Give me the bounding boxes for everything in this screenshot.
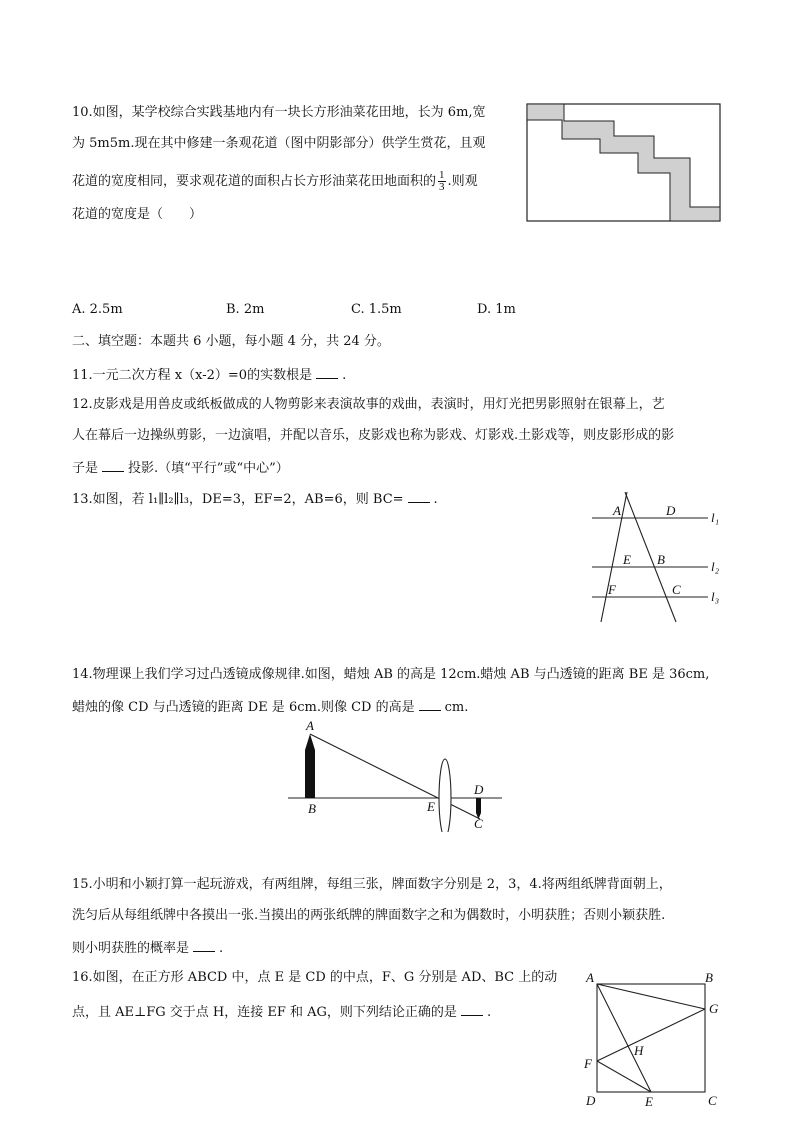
q12-line3 (72, 459, 289, 477)
lens-figure (284, 716, 506, 832)
label-A: A (613, 503, 621, 518)
label-l1: l₁ (711, 510, 720, 525)
label-F: F (608, 582, 616, 597)
q16-line2: 点，且 AE⊥FG 交于点 H，连接 EF 和 AG，则下列结论正确的是 . (72, 1005, 492, 1020)
answer-blank (193, 939, 215, 952)
q10-line3-tail: .则观 (447, 174, 478, 189)
q10-option-c: C. 1.5m (351, 302, 402, 317)
q10-option-d: D. 1m (477, 302, 516, 317)
q12-line3-tail: 投影.（填“平行”或“中心”） (128, 461, 289, 476)
q15-line3-text: 则小明获胜的概率是 (72, 941, 190, 956)
flower-field-figure (526, 103, 722, 223)
square-figure (580, 967, 730, 1109)
label-B: B (657, 552, 665, 567)
label-C: C (708, 1093, 717, 1108)
label-C: C (672, 582, 681, 597)
label-E: E (623, 552, 631, 567)
label-l3: l₃ (711, 589, 720, 604)
label-H: H (634, 1043, 644, 1058)
q11-text: 11.一元二次方程 x（x-2）=0的实数根是 (72, 368, 313, 383)
q14-unit: cm. (444, 700, 469, 715)
section-heading: 二、填空题：本题共 6 小题，每小题 4 分，共 24 分。 (72, 334, 390, 349)
q12-line3-text: 子是 (72, 461, 99, 476)
q10-line3-text: 花道的宽度相同，要求观花道的面积占长方形油菜花田地面积的 (72, 174, 437, 189)
answer-blank (408, 490, 430, 503)
q10-line4: 花道的宽度是（ ） (72, 207, 203, 222)
answer-blank (316, 366, 338, 379)
label-A: A (586, 970, 594, 985)
label-C: C (474, 816, 483, 831)
fraction-one-third: $\frac{1}{3}$ (439, 169, 445, 193)
q10-line1: 10.如图，某学校综合实践基地内有一块长方形油菜花田地，长为 6m,宽 (72, 105, 486, 120)
q14-line1: 14.物理课上我们学习过凸透镜成像规律.如图，蜡烛 AB 的高是 12cm.蜡烛 AB 与凸透镜的距离 BE 是 36cm, (72, 667, 710, 682)
q12-line2: 人在幕后一边操纵剪影，一边演唱，并配以音乐，皮影戏也称为影戏、灯影戏.土影戏等，则皮影形成的影 (72, 428, 675, 443)
label-E: E (427, 799, 435, 814)
q16-line1: 16.如图，在正方形 ABCD 中，点 E 是 CD 的中点，F、G 分别是 AD、BC 上的动 (72, 970, 558, 985)
q10-option-b: B. 2m (226, 302, 265, 317)
q13-text: 13.如图，若 l₁∥l₂∥l₃，DE=3，EF=2，AB=6，则 BC= (72, 492, 404, 507)
answer-blank (461, 1003, 483, 1016)
q15-line1: 15.小明和小颖打算一起玩游戏，有两组牌，每组三张，牌面数字分别是 2，3，4.将两组纸牌背面朝上， (72, 877, 672, 892)
label-B: B (308, 801, 316, 816)
label-l2: l₂ (711, 559, 720, 574)
label-D: D (666, 503, 676, 518)
label-E: E (645, 1094, 653, 1109)
answer-blank (102, 459, 124, 472)
label-D: D (586, 1093, 596, 1108)
label-F: F (584, 1056, 592, 1071)
q14-line2 (72, 698, 468, 716)
label-B: B (705, 970, 713, 985)
q16-line2-text: 点，且 AE⊥FG 交于点 H，连接 EF 和 AG，则下列结论正确的是 (72, 1005, 457, 1020)
q13: 13.如图，若 l₁∥l₂∥l₃，DE=3，EF=2，AB=6，则 BC= . (72, 492, 438, 507)
q10-line2: 为 5m5m.现在其中修建一条观花道（图中阴影部分）供学生赏花，且观 (72, 136, 486, 151)
answer-blank (419, 698, 441, 711)
label-G: G (709, 1001, 719, 1016)
parallel-lines-figure (590, 492, 730, 626)
q15-line3: 则小明获胜的概率是 . (72, 941, 224, 956)
q11: 11.一元二次方程 x（x-2）=0的实数根是 . (72, 368, 347, 383)
label-A: A (306, 718, 314, 733)
q15-line2: 洗匀后从每组纸牌中各摸出一张.当摸出的两张纸牌的牌面数字之和为偶数时，小明获胜；否则小颖获胜. (72, 908, 666, 923)
q14-line2-text: 蜡烛的像 CD 与凸透镜的距离 DE 是 6cm.则像 CD 的高是 (72, 700, 415, 715)
q10-option-a: A. 2.5m (72, 302, 123, 317)
label-D: D (474, 782, 484, 797)
q12-line1: 12.皮影戏是用兽皮或纸板做成的人物剪影来表演故事的戏曲，表演时，用灯光把男影照射在银幕上，艺 (72, 397, 665, 412)
q10-line3 (72, 170, 478, 193)
